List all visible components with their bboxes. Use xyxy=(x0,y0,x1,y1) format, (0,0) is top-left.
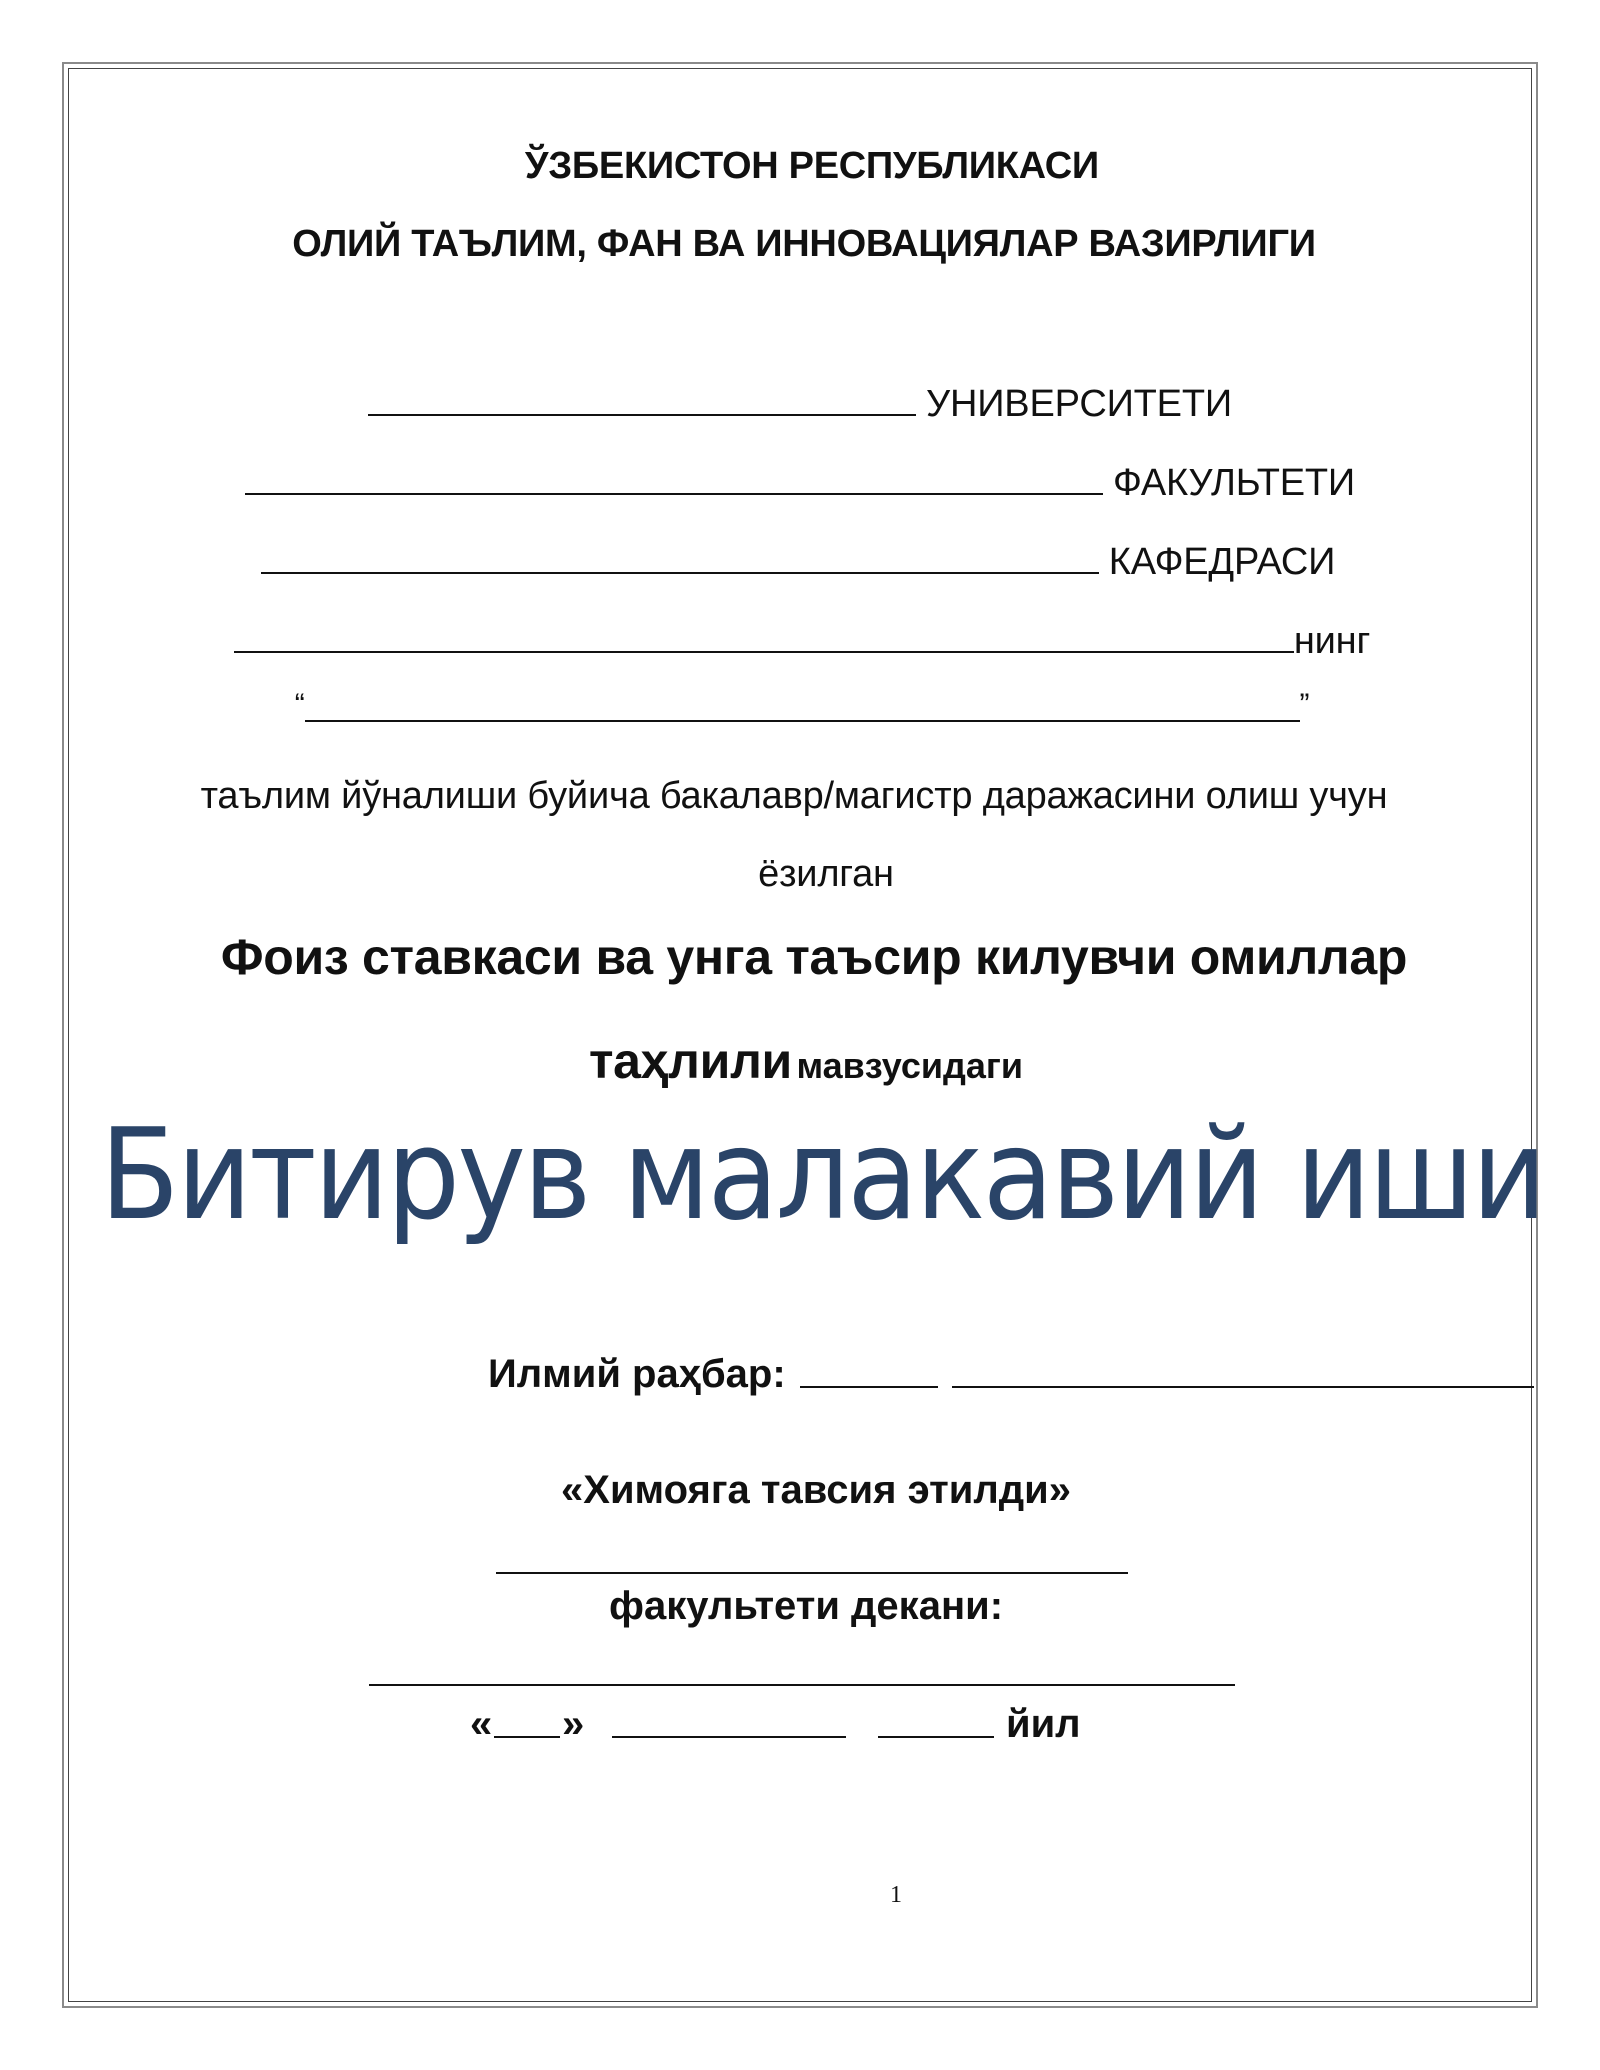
dean-label: факультети декани: xyxy=(608,1584,1004,1628)
page-number-text: 1 xyxy=(890,1882,902,1908)
direction-line xyxy=(2,686,1600,732)
topic-line2 xyxy=(6,1034,1600,1089)
department-line xyxy=(0,538,1598,584)
date-quote-close: » xyxy=(562,1702,585,1746)
date-year-blank xyxy=(878,1702,994,1738)
department-label: КАФЕДРАСИ xyxy=(1108,541,1336,583)
topic-text-1: Фоиз ставкаси ва унга таъсир килувчи омиллар xyxy=(220,929,1408,985)
faculty-label: ФАКУЛЬТЕТИ xyxy=(1113,462,1355,504)
country-header xyxy=(12,146,1600,188)
direction-blank xyxy=(305,686,1300,722)
university-label: УНИВЕРСИТЕТИ xyxy=(926,383,1232,425)
supervisor-blank-2 xyxy=(952,1352,1534,1388)
date-day-blank xyxy=(494,1702,560,1738)
dean-label-line xyxy=(6,1584,1600,1628)
department-blank xyxy=(261,538,1099,574)
faculty-line xyxy=(0,459,1600,505)
ministry-name: ОЛИЙ ТАЪЛИМ, ФАН ВА ИННОВАЦИЯЛАР ВАЗИРЛИГИ xyxy=(292,223,1316,265)
student-blank xyxy=(234,617,1294,653)
dean-name-blank xyxy=(369,1650,1235,1686)
quote-open: “ xyxy=(294,688,305,721)
quote-close: ” xyxy=(1299,688,1310,721)
dean-faculty-blank-line xyxy=(12,1538,1600,1579)
university-blank xyxy=(368,380,916,416)
country-name: ЎЗБЕКИСТОН РЕСПУБЛИКАСИ xyxy=(525,145,1099,187)
supervisor-label: Илмий раҳбар: xyxy=(488,1352,786,1396)
topic-suffix: мавзусидаги xyxy=(796,1045,1024,1086)
work-title xyxy=(86,1101,1558,1248)
date-quote-open: « xyxy=(470,1702,493,1746)
faculty-blank xyxy=(245,459,1103,495)
degree-text-line2 xyxy=(26,854,1600,896)
ministry-header xyxy=(4,224,1600,266)
supervisor-blank-1 xyxy=(800,1352,938,1388)
date-month-blank xyxy=(612,1702,846,1738)
defense-recommended xyxy=(16,1468,1600,1512)
degree-text-line1 xyxy=(0,776,1594,818)
work-title-text: Битирув малакавий иши xyxy=(99,1101,1545,1248)
degree-text-1: таълим йўналиши буйича бакалавр/магистр даражасини олиш учун xyxy=(200,775,1388,817)
student-line xyxy=(2,617,1600,663)
topic-line1 xyxy=(14,930,1600,985)
university-line xyxy=(0,380,1600,426)
dean-faculty-blank xyxy=(496,1538,1128,1574)
degree-text-2: ёзилган xyxy=(758,853,894,895)
defense-recommended-text: «Химояга тавсия этилди» xyxy=(561,1468,1071,1512)
student-label: нинг xyxy=(1293,620,1371,662)
page-number xyxy=(96,1882,1600,1908)
year-label: йил xyxy=(1006,1702,1081,1746)
dean-name-blank-line xyxy=(2,1650,1600,1691)
topic-text-2: таҳлили xyxy=(588,1033,792,1089)
